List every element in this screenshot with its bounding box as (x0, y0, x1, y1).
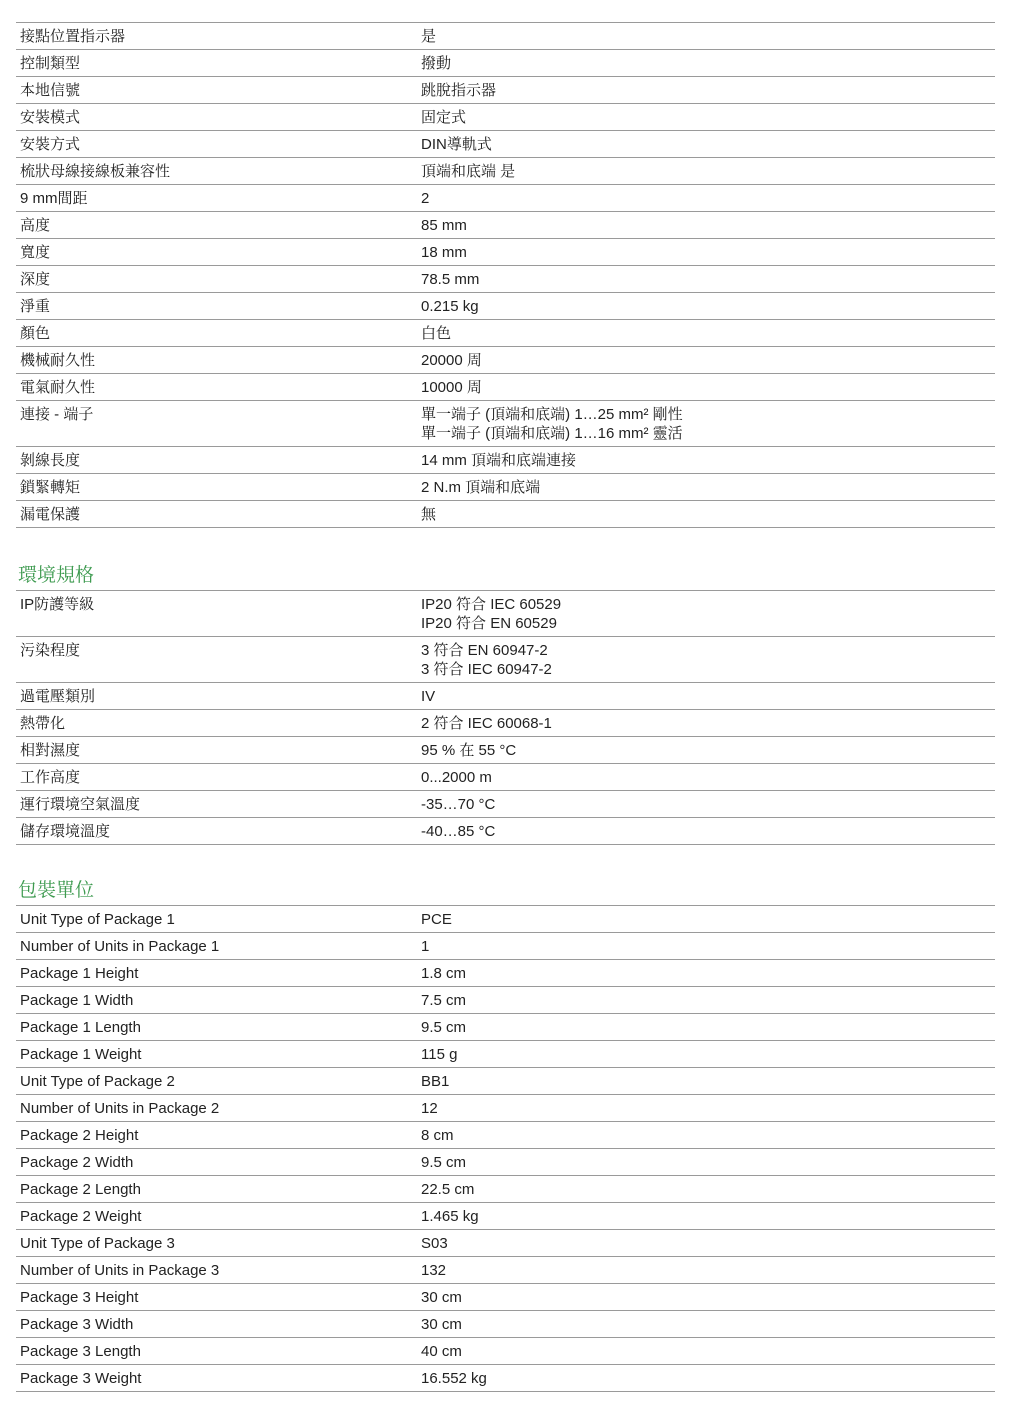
spec-table (16, 22, 995, 528)
spec-value (421, 1126, 995, 1145)
spec-value-line: 115 g (421, 1046, 458, 1063)
spec-row (16, 320, 995, 347)
spec-row (16, 1041, 995, 1068)
spec-row (16, 131, 995, 158)
spec-value (421, 687, 995, 706)
spec-label: 安裝方式 (20, 136, 81, 153)
spec-value-line: 9.5 cm (421, 1154, 467, 1171)
spec-value-line: 12 (421, 1100, 438, 1117)
spec-row (16, 266, 995, 293)
spec-label: Package 1 Length (20, 1019, 141, 1036)
spec-value (421, 595, 995, 633)
spec-row (16, 1230, 995, 1257)
spec-label: Package 1 Height (20, 965, 139, 982)
spec-label: Package 2 Height (20, 1127, 139, 1144)
spec-value (421, 1180, 995, 1199)
section-title: 包裝單位 (18, 880, 95, 901)
spec-row (16, 1257, 995, 1284)
spec-value-line: 1.465 kg (421, 1208, 479, 1225)
spec-value-line: 單一端子 (頂端和底端) 1…16 mm² 靈活 (421, 425, 683, 442)
spec-label: 寬度 (20, 244, 51, 261)
spec-value (421, 108, 995, 127)
spec-value-line: 跳脫指示器 (421, 82, 497, 99)
spec-value (421, 351, 995, 370)
spec-label: Number of Units in Package 2 (20, 1100, 220, 1117)
spec-row (16, 987, 995, 1014)
spec-label: 過電壓類別 (20, 688, 96, 705)
spec-value (421, 937, 995, 956)
spec-value-line: 78.5 mm (421, 271, 480, 288)
spec-row (16, 347, 995, 374)
spec-label: Package 1 Width (20, 992, 134, 1009)
spec-label: 熱帶化 (20, 715, 66, 732)
spec-value (421, 270, 995, 289)
spec-value (421, 822, 995, 841)
spec-value (421, 405, 995, 443)
spec-row (16, 239, 995, 266)
spec-row (16, 447, 995, 474)
spec-value (421, 162, 995, 181)
spec-row (16, 23, 995, 50)
spec-value-line: 是 (421, 28, 437, 45)
spec-value-line: -35…70 °C (421, 796, 496, 813)
spec-value-line: 0...2000 m (421, 769, 492, 786)
spec-value (421, 378, 995, 397)
spec-row (16, 710, 995, 737)
spec-value (421, 1342, 995, 1361)
spec-value-line: 18 mm (421, 244, 467, 261)
spec-value (421, 451, 995, 470)
spec-label: 梳狀母線接線板兼容性 (20, 163, 171, 180)
spec-value (421, 910, 995, 929)
spec-value-line: 95 % 在 55 °C (421, 742, 517, 759)
spec-value-line: 白色 (421, 325, 452, 342)
spec-table (16, 590, 995, 845)
spec-row (16, 293, 995, 320)
spec-value (421, 1018, 995, 1037)
spec-row (16, 185, 995, 212)
spec-value-line: IP20 符合 EN 60529 (421, 615, 557, 632)
spec-row (16, 50, 995, 77)
spec-value-line: 3 符合 EN 60947-2 (421, 642, 548, 659)
spec-label: 深度 (20, 271, 51, 288)
spec-label: 顏色 (20, 325, 51, 342)
spec-value (421, 964, 995, 983)
spec-value-line: 85 mm (421, 217, 467, 234)
spec-value-line: IP20 符合 IEC 60529 (421, 596, 562, 613)
spec-label: 控制類型 (20, 55, 81, 72)
spec-value (421, 216, 995, 235)
spec-value-line: PCE (421, 911, 452, 928)
spec-label: Package 2 Width (20, 1154, 134, 1171)
spec-value-line: 20000 周 (421, 352, 482, 369)
spec-row (16, 637, 995, 683)
spec-label: Package 3 Width (20, 1316, 134, 1333)
spec-label: 運行環境空氣溫度 (20, 796, 141, 813)
spec-row (16, 1095, 995, 1122)
spec-label: IP防護等級 (20, 596, 95, 613)
spec-value (421, 741, 995, 760)
spec-value-line: 2 符合 IEC 60068-1 (421, 715, 552, 732)
spec-value (421, 54, 995, 73)
spec-label: Unit Type of Package 2 (20, 1073, 175, 1090)
spec-value-line: 10000 周 (421, 379, 482, 396)
spec-label: Package 1 Weight (20, 1046, 142, 1063)
spec-label: Package 3 Weight (20, 1370, 142, 1387)
spec-table (16, 905, 995, 1392)
spec-label: Unit Type of Package 1 (20, 911, 175, 928)
spec-label: 儲存環境溫度 (20, 823, 111, 840)
spec-row (16, 683, 995, 710)
spec-value (421, 1207, 995, 1226)
spec-label: Package 2 Length (20, 1181, 141, 1198)
spec-row (16, 1365, 995, 1392)
spec-value (421, 1099, 995, 1118)
section-general-specs (16, 22, 995, 528)
spec-label: 淨重 (20, 298, 51, 315)
spec-value-line: 撥動 (421, 55, 452, 72)
section-environment (16, 565, 995, 845)
spec-row (16, 77, 995, 104)
spec-label: 連接 - 端子 (20, 406, 94, 423)
spec-value-line: 2 (421, 190, 430, 207)
spec-value (421, 478, 995, 497)
spec-label: 污染程度 (20, 642, 81, 659)
spec-value (421, 768, 995, 787)
spec-row (16, 1176, 995, 1203)
spec-value-line: 9.5 cm (421, 1019, 467, 1036)
spec-value-line: BB1 (421, 1073, 450, 1090)
spec-value (421, 714, 995, 733)
spec-label: Unit Type of Package 3 (20, 1235, 175, 1252)
spec-row (16, 591, 995, 637)
spec-value-line: 1 (421, 938, 430, 955)
spec-value-line: 16.552 kg (421, 1370, 487, 1387)
spec-value-line: 1.8 cm (421, 965, 467, 982)
spec-row (16, 737, 995, 764)
spec-value-line: 單一端子 (頂端和底端) 1…25 mm² 剛性 (421, 406, 683, 423)
spec-row (16, 1122, 995, 1149)
spec-value-line: IV (421, 688, 436, 705)
spec-value-line: 30 cm (421, 1289, 462, 1306)
spec-row (16, 1284, 995, 1311)
spec-label: Package 3 Length (20, 1343, 141, 1360)
section-packing-units (16, 880, 995, 1392)
spec-value-line: 14 mm 頂端和底端連接 (421, 452, 577, 469)
spec-label: 機械耐久性 (20, 352, 96, 369)
spec-label: 電氣耐久性 (20, 379, 96, 396)
spec-value (421, 641, 995, 679)
spec-value-line: 頂端和底端 是 (421, 163, 516, 180)
spec-value-line: 固定式 (421, 109, 467, 126)
spec-row (16, 212, 995, 239)
spec-value (421, 795, 995, 814)
spec-value (421, 505, 995, 524)
spec-row (16, 1338, 995, 1365)
spec-value (421, 189, 995, 208)
spec-row (16, 401, 995, 447)
spec-row (16, 1311, 995, 1338)
spec-value (421, 1288, 995, 1307)
spec-value (421, 135, 995, 154)
spec-value (421, 81, 995, 100)
spec-row (16, 501, 995, 528)
spec-value (421, 243, 995, 262)
spec-row (16, 1014, 995, 1041)
spec-document (16, 22, 995, 1392)
spec-row (16, 1203, 995, 1230)
spec-value-line: 無 (421, 506, 437, 523)
spec-value (421, 991, 995, 1010)
spec-value-line: 7.5 cm (421, 992, 467, 1009)
spec-value-line: 132 (421, 1262, 447, 1279)
spec-value-line: 30 cm (421, 1316, 462, 1333)
spec-label: 本地信號 (20, 82, 81, 99)
section-title: 環境規格 (18, 565, 95, 586)
spec-row (16, 104, 995, 131)
spec-row (16, 1068, 995, 1095)
spec-value (421, 1153, 995, 1172)
spec-value (421, 27, 995, 46)
spec-value-line: -40…85 °C (421, 823, 496, 840)
spec-value-line: 2 N.m 頂端和底端 (421, 479, 541, 496)
spec-row (16, 960, 995, 987)
spec-row (16, 933, 995, 960)
spec-value-line: DIN導軌式 (421, 136, 492, 153)
spec-row (16, 374, 995, 401)
spec-value-line: 40 cm (421, 1343, 462, 1360)
spec-value-line: 3 符合 IEC 60947-2 (421, 661, 552, 678)
spec-row (16, 764, 995, 791)
spec-value-line: 0.215 kg (421, 298, 479, 315)
spec-label: 安裝模式 (20, 109, 81, 126)
spec-value-line: 22.5 cm (421, 1181, 475, 1198)
spec-value (421, 324, 995, 343)
spec-value (421, 1315, 995, 1334)
spec-value (421, 297, 995, 316)
spec-value (421, 1369, 995, 1388)
spec-label: Number of Units in Package 1 (20, 938, 220, 955)
spec-row (16, 158, 995, 185)
spec-label: 相對濕度 (20, 742, 81, 759)
spec-value (421, 1072, 995, 1091)
spec-label: 9 mm間距 (20, 190, 88, 207)
spec-value (421, 1234, 995, 1253)
spec-value (421, 1045, 995, 1064)
spec-row (16, 1149, 995, 1176)
spec-label: 剝線長度 (20, 452, 81, 469)
spec-label: 鎖緊轉矩 (20, 479, 81, 496)
spec-label: Package 2 Weight (20, 1208, 142, 1225)
spec-label: Number of Units in Package 3 (20, 1262, 220, 1279)
spec-value (421, 1261, 995, 1280)
spec-row (16, 474, 995, 501)
spec-row (16, 791, 995, 818)
spec-label: 工作高度 (20, 769, 81, 786)
spec-row (16, 906, 995, 933)
spec-label: Package 3 Height (20, 1289, 139, 1306)
spec-row (16, 818, 995, 845)
spec-value-line: 8 cm (421, 1127, 454, 1144)
spec-label: 接點位置指示器 (20, 28, 126, 45)
spec-label: 漏電保護 (20, 506, 81, 523)
spec-value-line: S03 (421, 1235, 448, 1252)
spec-label: 高度 (20, 217, 51, 234)
